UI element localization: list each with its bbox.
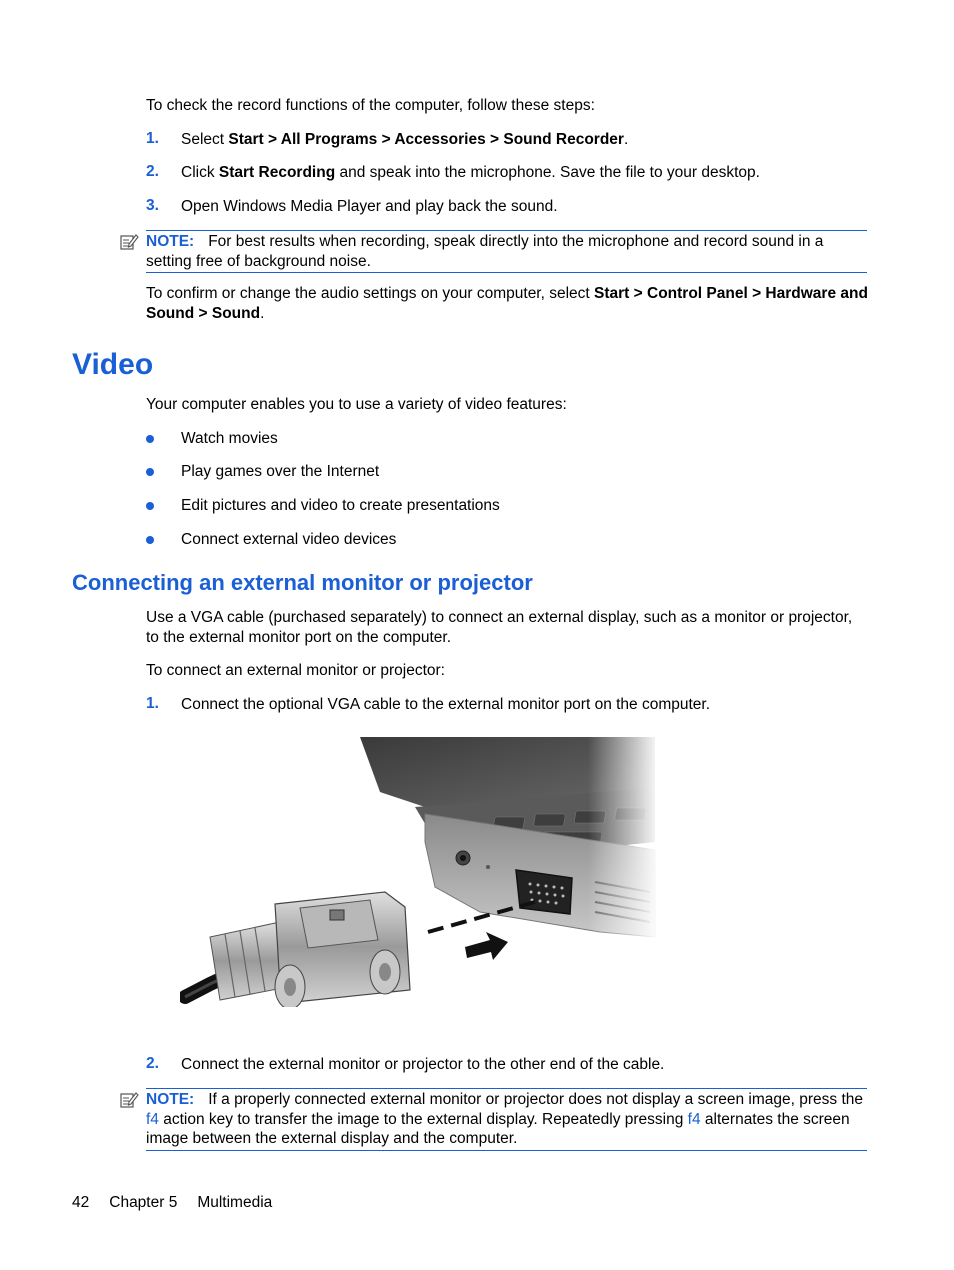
step-number: 1. <box>146 695 159 712</box>
note-pencil-icon <box>119 1090 139 1110</box>
step-number: 2. <box>146 1055 159 1072</box>
video-heading: Video <box>72 348 154 381</box>
list-item: Watch movies <box>181 430 278 447</box>
f4-key-link[interactable]: f4 <box>146 1110 159 1128</box>
monitor-step-2: Connect the external monitor or projector to the other end of the cable. <box>181 1056 665 1073</box>
monitor-step-1: Connect the optional VGA cable to the external monitor port on the computer. <box>181 696 711 713</box>
step-number: 3. <box>146 197 159 214</box>
note-label: NOTE: <box>146 233 195 250</box>
step-number: 2. <box>146 163 159 180</box>
chapter-label: Chapter 5 <box>109 1194 178 1211</box>
bullet-icon <box>146 468 154 476</box>
monitor-heading: Connecting an external monitor or projector <box>72 570 533 595</box>
page-footer <box>72 1193 292 1213</box>
chapter-title: Multimedia <box>197 1194 273 1211</box>
bullet-icon <box>146 536 154 544</box>
record-step-2: Click Start Recording and speak into the microphone. Save the file to your desktop. <box>181 164 760 181</box>
note-recording <box>146 230 867 273</box>
f4-key-link[interactable]: f4 <box>687 1110 701 1128</box>
page-number: 42 <box>72 1194 90 1211</box>
video-intro-text: Your computer enables you to use a variety of video features: <box>146 396 567 413</box>
audio-settings-text: To confirm or change the audio settings on your computer, select Start > Control Panel > Hardware and Sound > Sound. <box>146 285 868 322</box>
list-item: Connect external video devices <box>181 531 397 548</box>
note-f4-key: NOTE: If a properly connected external monitor or projector does not display a screen image, press the f4 action key to transfer the image to the external display. Repeatedly pressing f4 alternates the screen image between the external display and the computer. <box>146 1088 867 1151</box>
note-label: NOTE: <box>146 1091 195 1108</box>
note-pencil-icon <box>119 232 139 252</box>
list-item: Play games over the Internet <box>181 463 380 480</box>
monitor-para-1: Use a VGA cable (purchased separately) to connect an external display, such as a monitor or projector, to the external monitor port on the computer. <box>146 609 853 646</box>
record-step-1: Select Start > All Programs > Accessories > Sound Recorder. <box>181 131 629 148</box>
bullet-icon <box>146 502 154 510</box>
vga-connection-illustration <box>180 732 660 1007</box>
list-item: Edit pictures and video to create presentations <box>181 497 500 514</box>
note-text: For best results when recording, speak directly into the microphone and record sound in a setting free of background noise. <box>146 233 824 270</box>
bullet-icon <box>146 435 154 443</box>
step-number: 1. <box>146 130 159 147</box>
record-step-3: Open Windows Media Player and play back the sound. <box>181 198 558 215</box>
intro-record-text: To check the record functions of the computer, follow these steps: <box>146 97 595 114</box>
monitor-para-2: To connect an external monitor or projector: <box>146 662 445 679</box>
